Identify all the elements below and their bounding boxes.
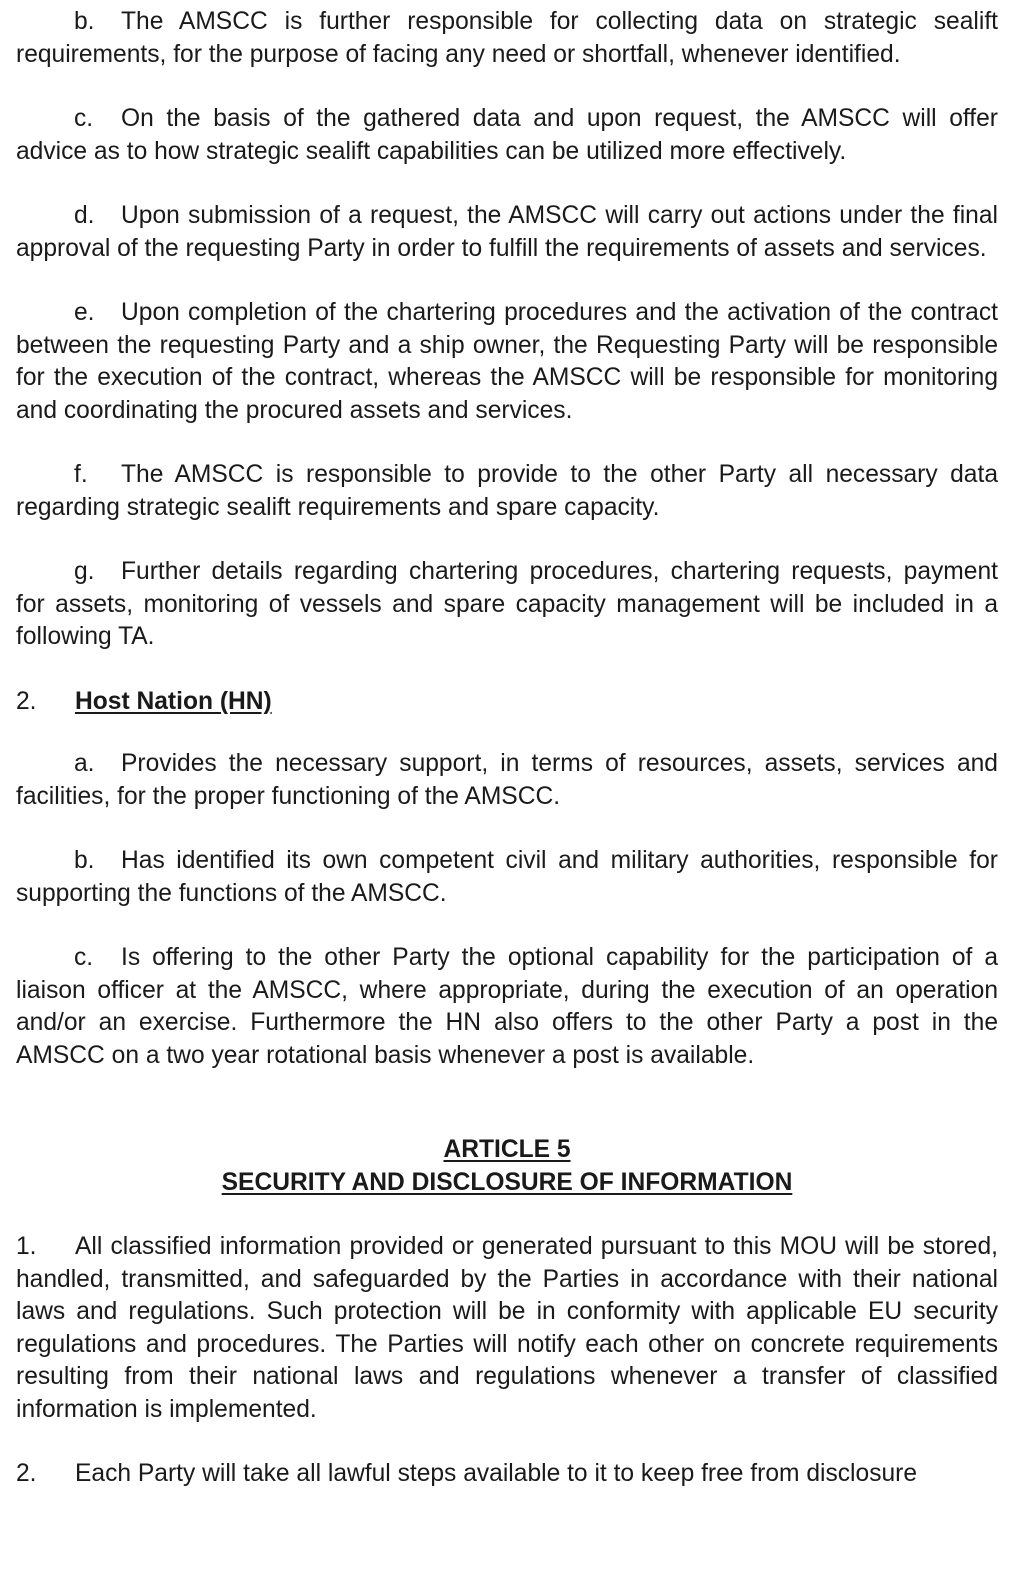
article-paragraph-1 bbox=[16, 1231, 998, 1426]
document-page bbox=[16, 6, 998, 1491]
paragraph-1b bbox=[16, 6, 998, 71]
item-label: c. bbox=[74, 105, 94, 132]
item-text: Is offering to the other Party the optional capability for the participation of a liaison officer at the AMSCC, where appropriate, during the execution of an operation and/or an exercise. Furthermore the HN also offers to the other Party a post in the AMSCC on a two year rotational basis whenever a post is available. bbox=[16, 944, 998, 1069]
article-paragraph-2 bbox=[16, 1458, 998, 1491]
item-label: e. bbox=[74, 299, 95, 326]
item-label: c. bbox=[74, 944, 94, 971]
paragraph-1d bbox=[16, 200, 998, 265]
paragraph-text: Each Party will take all lawful steps available to it to keep free from disclosure bbox=[75, 1460, 918, 1487]
item-text: Has identified its own competent civil and military authorities, responsible for supporting the functions of the AMSCC. bbox=[16, 847, 998, 907]
paragraph-1f bbox=[16, 459, 998, 524]
paragraph-number: 1. bbox=[16, 1233, 37, 1260]
paragraph-2a bbox=[16, 748, 998, 813]
paragraph-1e bbox=[16, 297, 998, 427]
item-text: Provides the necessary support, in terms of resources, assets, services and facilities, for the proper functioning of the AMSCC. bbox=[16, 750, 998, 810]
item-text: Further details regarding chartering procedures, chartering requests, payment for assets, monitoring of vessels and spare capacity management will be included in a following TA. bbox=[16, 558, 998, 650]
section-heading bbox=[16, 686, 998, 719]
paragraph-2c bbox=[16, 942, 998, 1072]
item-text: Upon submission of a request, the AMSCC will carry out actions under the final approval of the requesting Party in order to fulfill the requirements of assets and services. bbox=[16, 202, 998, 262]
paragraph-1g bbox=[16, 556, 998, 654]
item-label: b. bbox=[74, 847, 95, 874]
item-label: d. bbox=[74, 202, 95, 229]
item-label: g. bbox=[74, 558, 95, 585]
item-label: f. bbox=[74, 461, 88, 488]
section-number: 2. bbox=[16, 687, 37, 715]
item-text: The AMSCC is further responsible for collecting data on strategic sealift requirements, for the purpose of facing any need or shortfall, whenever identified. bbox=[16, 8, 998, 68]
paragraph-text: All classified information provided or generated pursuant to this MOU will be stored, handled, transmitted, and safeguarded by the Parties in accordance with their national laws and regulations. Such protection will be in conformity with applicable EU security regulations and procedures. The Parties will notify each other on concrete requirements resulting from their national laws and regulations whenever a transfer of classified information is implemented. bbox=[16, 1233, 998, 1423]
article-subtitle: SECURITY AND DISCLOSURE OF INFORMATION bbox=[221, 1168, 793, 1196]
paragraph-2b bbox=[16, 845, 998, 910]
item-text: The AMSCC is responsible to provide to the other Party all necessary data regarding strategic sealift requirements and spare capacity. bbox=[16, 461, 998, 521]
item-label: a. bbox=[74, 750, 95, 777]
item-text: On the basis of the gathered data and upon request, the AMSCC will offer advice as to how strategic sealift capabilities can be utilized more effectively. bbox=[16, 105, 998, 165]
item-text: Upon completion of the chartering procedures and the activation of the contract between the requesting Party and a ship owner, the Requesting Party will be responsible for the execution of the contract, whereas the AMSCC will be responsible for monitoring and coordinating the procured assets and services. bbox=[16, 299, 998, 424]
section-title: Host Nation (HN) bbox=[75, 687, 272, 715]
paragraph-number: 2. bbox=[16, 1460, 37, 1487]
paragraph-1c bbox=[16, 103, 998, 168]
item-label: b. bbox=[74, 8, 95, 35]
article-title: ARTICLE 5 bbox=[443, 1136, 571, 1163]
